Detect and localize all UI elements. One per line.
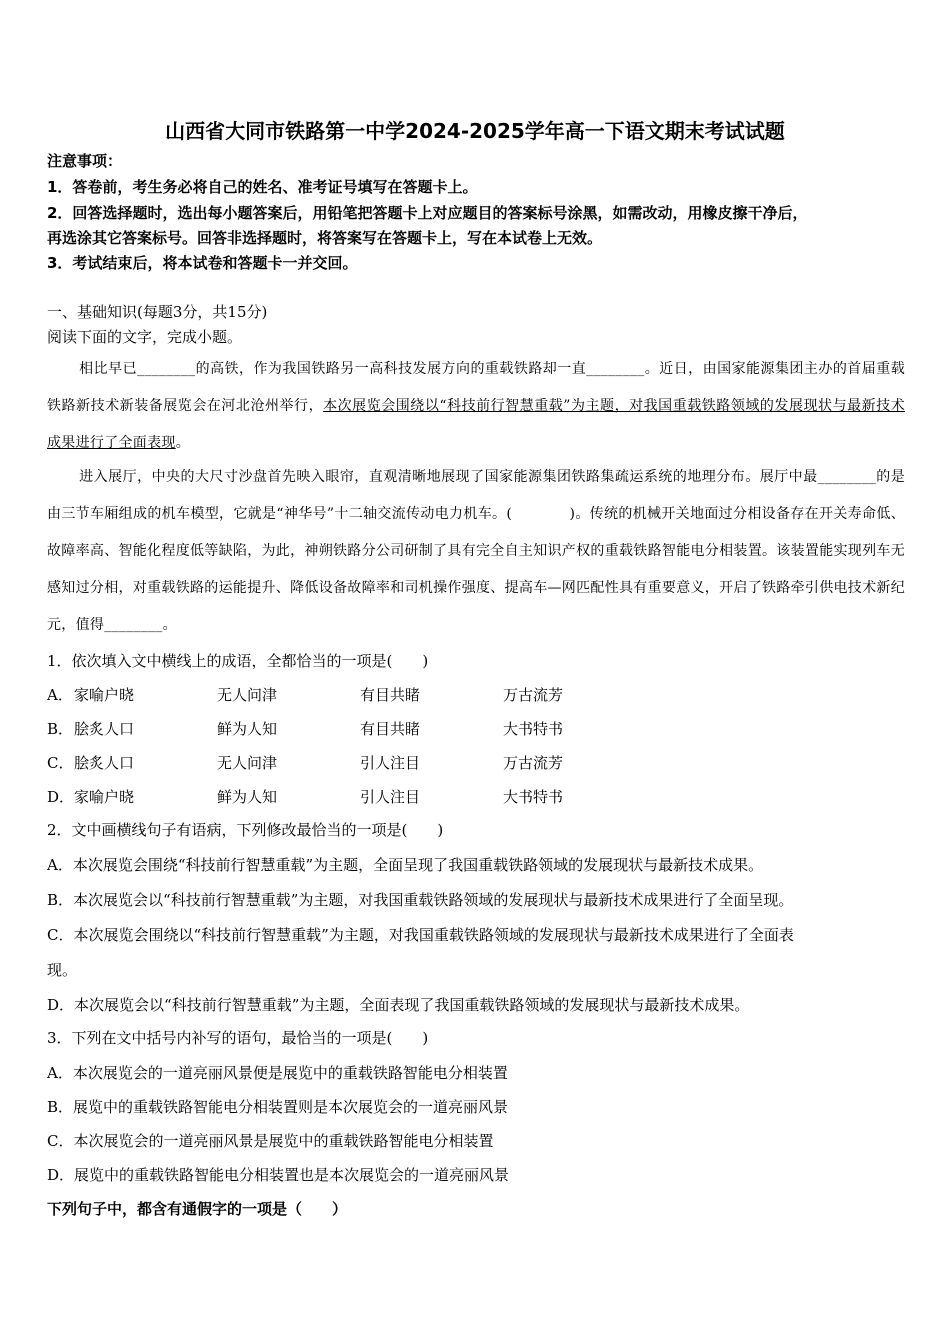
question-1-option-c (47, 753, 563, 773)
notice-item: 1．答卷前，考生务必将自己的姓名、准考证号填写在答题卡上。 (47, 178, 478, 196)
option-term: 无人问津 (217, 754, 278, 772)
option-term: 万古流芳 (503, 686, 564, 704)
notice-item: 2．回答选择题时，选出每小题答案后，用铅笔把答题卡上对应题目的答案标号涂黑，如需改动，用橡皮擦干净后， (47, 204, 808, 222)
option-term: 大书特书 (503, 720, 564, 738)
option-term: 家喻户晓 (74, 686, 135, 704)
section-instruction: 阅读下面的文字，完成小题。 (47, 328, 243, 346)
option-term: 家喻户晓 (74, 788, 135, 806)
notice-item: 3．考试结束后，将本试卷和答题卡一并交回。 (47, 254, 358, 272)
option-term: 引人注目 (360, 788, 421, 806)
option-term: 鲜为人知 (217, 788, 278, 806)
passage-text: 。 (175, 435, 191, 451)
question-3-option-d: D．展览中的重载铁路智能电分相装置也是本次展览会的一道亮丽风景 (47, 1166, 510, 1184)
option-term: 大书特书 (503, 788, 564, 806)
question-2-stem: 2．文中画横线句子有语病，下列修改最恰当的一项是( ) (47, 821, 444, 839)
question-2-option-b: B．本次展览会以“科技前行智慧重载”为主题，对我国重载铁路领域的发展现状与最新技术成果进行了全面呈现。 (47, 891, 794, 909)
option-term: 有目共睹 (360, 720, 421, 738)
section-heading: 一、基础知识(每题3分，共15分) (47, 303, 268, 321)
passage-text: 相比早已________的高铁，作为我国铁路另一高科技发展方向的重载铁路却一直________。近日，由国家能源集团主办的首届重载铁路新技术新装备展览会在河北沧州举行， (47, 361, 905, 414)
option-key: B． (47, 720, 74, 738)
option-term: 万古流芳 (503, 754, 564, 772)
question-2-option-d: D．本次展览会以“科技前行智慧重载”为主题，全面表现了我国重载铁路领域的发展现状与最新技术成果。 (47, 996, 750, 1014)
question-3-option-b: B．展览中的重载铁路智能电分相装置则是本次展览会的一道亮丽风景 (47, 1098, 509, 1116)
option-key: D． (47, 788, 75, 806)
question-1-option-d (47, 787, 563, 807)
page-title: 山西省大同市铁路第一中学2024-2025学年高一下语文期末考试试题 (165, 119, 785, 143)
question-2-option-c: C．本次展览会围绕以“科技前行智慧重载”为主题，对我国重载铁路领域的发展现状与最新技术成果进行了全面表 (47, 926, 794, 944)
underlined-sentence: 本次展览会围绕以“科技前行智慧重载”为主题，对我国重载铁路领域的发展现状与最新技术成果进行了全面表现 (47, 398, 905, 451)
question-3-option-a: A．本次展览会的一道亮丽风景便是展览中的重载铁路智能电分相装置 (47, 1064, 508, 1082)
option-term: 脍炙人口 (74, 754, 135, 772)
notice-item: 再选涂其它答案标号。回答非选择题时，将答案写在答题卡上，写在本试卷上无效。 (47, 229, 603, 247)
question-3-option-c: C．本次展览会的一道亮丽风景是展览中的重载铁路智能电分相装置 (47, 1132, 494, 1150)
passage-paragraph-2 (47, 459, 905, 644)
question-2-option-c-cont: 现。 (47, 961, 78, 979)
notice-heading: 注意事项： (47, 152, 123, 170)
option-term: 无人问津 (217, 686, 278, 704)
question-3-stem: 3．下列在文中括号内补写的语句，最恰当的一项是( ) (47, 1029, 429, 1047)
question-4-stem: 下列句子中，都含有通假字的一项是（ ） (47, 1200, 348, 1218)
question-2-option-a: A．本次展览会围绕“科技前行智慧重载”为主题，全面呈现了我国重载铁路领域的发展现状与最新技术成果。 (47, 856, 764, 874)
option-term: 鲜为人知 (217, 720, 278, 738)
question-1-stem: 1．依次填入文中横线上的成语，全都恰当的一项是( ) (47, 652, 429, 670)
option-term: 有目共睹 (360, 686, 421, 704)
passage-text: 进入展厅，中央的大尺寸沙盘首先映入眼帘，直观清晰地展现了国家能源集团铁路集疏运系统的地理分布。展厅中最________的是由三节车厢组成的机车模型，它就是“神华号”十二轴交流传动电力机车。( )。传统的机械开关地面过分相设备存在开关寿命低、故障率高、智能化程度低等缺陷，为此，神朔铁路分公司研制了具有完全自主知识产权的重载铁路智能电分相装置。该装置能实现列车无感知过分相，对重载铁路的运能提升、降低设备故障率和司机操作强度、提高车—网匹配性具有重要意义，开启了铁路牵引供电技术新纪元，值得________。 (47, 469, 905, 633)
option-term: 引人注目 (360, 754, 421, 772)
question-1-option-a (47, 685, 563, 705)
question-1-option-b (47, 719, 563, 739)
passage-paragraph-1 (47, 351, 905, 462)
option-key: C． (47, 754, 74, 772)
option-term: 脍炙人口 (74, 720, 135, 738)
option-key: A． (47, 686, 73, 704)
